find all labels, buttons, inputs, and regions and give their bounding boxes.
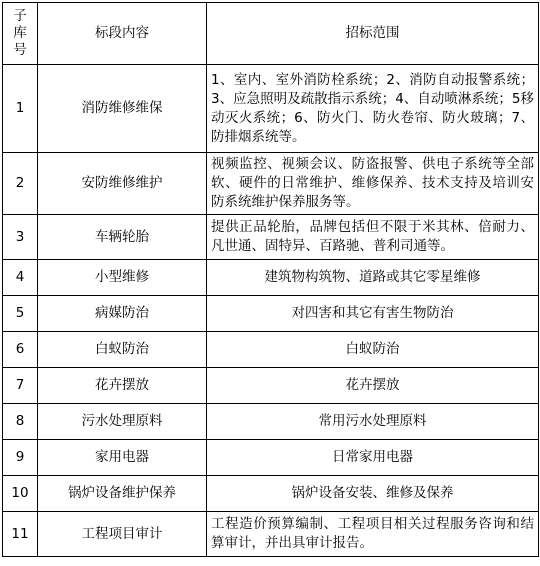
table-row [3, 65, 539, 153]
header-name: 标段内容 [38, 3, 207, 65]
row-name: 白蚁防治 [38, 332, 207, 368]
table-row [3, 332, 539, 368]
table-header-row [3, 3, 539, 65]
table-row [3, 153, 539, 215]
row-name: 安防维修维护 [38, 153, 207, 215]
row-range: 建筑物构筑物、道路或其它零星维修 [207, 260, 539, 296]
row-name: 工程项目审计 [38, 512, 207, 557]
row-name: 小型维修 [38, 260, 207, 296]
row-range: 白蚁防治 [207, 332, 539, 368]
row-range: 1、室内、室外消防栓系统；2、消防自动报警系统；3、应急照明及疏散指示系统；4、自动喷淋系统；5移动灭火系统；6、防火门、防火卷帘、防火玻璃；7、防排烟系统等。 [207, 65, 539, 153]
row-range: 工程造价预算编制、工程项目相关过程服务咨询和结算审计，并出具审计报告。 [207, 512, 539, 557]
row-index: 9 [3, 440, 38, 476]
table-row [3, 440, 539, 476]
table-row [3, 404, 539, 440]
row-range: 日常家用电器 [207, 440, 539, 476]
table-row [3, 215, 539, 260]
row-name: 家用电器 [38, 440, 207, 476]
row-index: 7 [3, 368, 38, 404]
row-range: 提供正品轮胎，品牌包括但不限于米其林、倍耐力、凡世通、固特异、百路驰、普利司通等。 [207, 215, 539, 260]
row-range: 视频监控、视频会议、防盗报警、供电子系统等全部软、硬件的日常维护、维修保养、技术支持及培训安防系统维护保养服务等。 [207, 153, 539, 215]
header-index: 子库号 [3, 3, 38, 65]
row-index: 1 [3, 65, 38, 153]
header-range: 招标范围 [207, 3, 539, 65]
table-row [3, 296, 539, 332]
tender-table [2, 2, 539, 557]
row-range: 花卉摆放 [207, 368, 539, 404]
table-row [3, 476, 539, 512]
table-row [3, 260, 539, 296]
row-index: 10 [3, 476, 38, 512]
row-index: 2 [3, 153, 38, 215]
table-row [3, 368, 539, 404]
row-index: 11 [3, 512, 38, 557]
table-row [3, 512, 539, 557]
row-name: 病媒防治 [38, 296, 207, 332]
row-index: 3 [3, 215, 38, 260]
row-range: 对四害和其它有害生物防治 [207, 296, 539, 332]
row-index: 5 [3, 296, 38, 332]
row-range: 锅炉设备安装、维修及保养 [207, 476, 539, 512]
row-range: 常用污水处理原料 [207, 404, 539, 440]
row-index: 6 [3, 332, 38, 368]
row-index: 4 [3, 260, 38, 296]
row-name: 锅炉设备维护保养 [38, 476, 207, 512]
row-name: 消防维修维保 [38, 65, 207, 153]
row-name: 花卉摆放 [38, 368, 207, 404]
row-name: 污水处理原料 [38, 404, 207, 440]
row-index: 8 [3, 404, 38, 440]
row-name: 车辆轮胎 [38, 215, 207, 260]
